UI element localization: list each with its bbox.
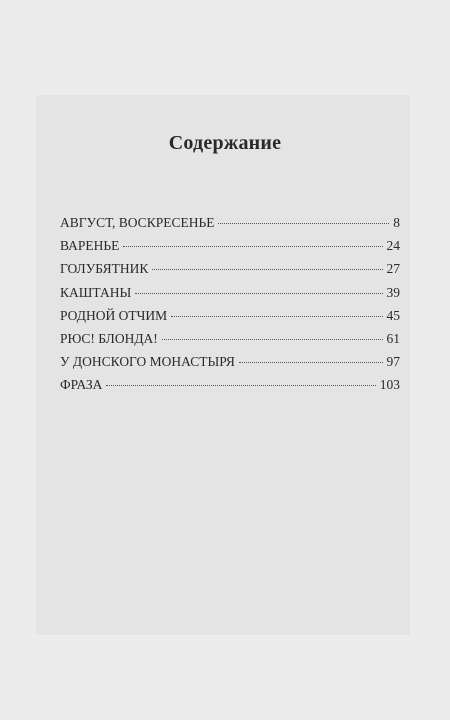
toc-entry-page: 8 <box>393 215 400 230</box>
toc-entry-title: РОДНОЙ ОТЧИМ <box>60 307 168 323</box>
toc-entry-title: У ДОНСКОГО МОНАСТЫРЯ <box>60 354 235 370</box>
toc-entry-title: РЮС! БЛОНДА! <box>60 330 158 346</box>
table-of-contents <box>60 215 400 401</box>
toc-entry <box>60 377 400 400</box>
toc-entry-page: 97 <box>386 354 400 370</box>
dot-leader <box>135 293 382 294</box>
toc-entry-page: 61 <box>386 330 400 346</box>
dot-leader <box>218 223 389 224</box>
toc-entry <box>60 285 400 308</box>
dot-leader <box>106 385 375 386</box>
toc-entry-title: ВАРЕНЬЕ <box>60 238 120 254</box>
toc-entry-page: 103 <box>379 377 400 393</box>
dot-leader <box>171 316 382 317</box>
toc-entry-page: 45 <box>386 307 400 323</box>
toc-entry <box>60 215 400 238</box>
toc-entry-title: ГОЛУБЯТНИК <box>60 261 149 277</box>
toc-entry <box>60 238 400 261</box>
toc-entry-page: 27 <box>386 261 400 277</box>
dot-leader <box>162 339 383 340</box>
toc-entry-title: АВГУСТ, ВОСКРЕСЕНЬЕ <box>60 215 215 230</box>
toc-entry <box>60 331 400 354</box>
toc-entry <box>60 354 400 377</box>
dot-leader <box>152 269 382 270</box>
toc-entry-page: 39 <box>386 284 400 300</box>
dot-leader <box>123 246 382 247</box>
page-title: Содержание <box>168 132 282 154</box>
toc-entry <box>60 261 400 284</box>
toc-entry-title: КАШТАНЫ <box>60 284 132 300</box>
toc-entry-page: 24 <box>386 238 400 254</box>
toc-entry-title: ФРАЗА <box>60 377 103 393</box>
dot-leader <box>239 362 383 363</box>
toc-entry <box>60 308 400 331</box>
